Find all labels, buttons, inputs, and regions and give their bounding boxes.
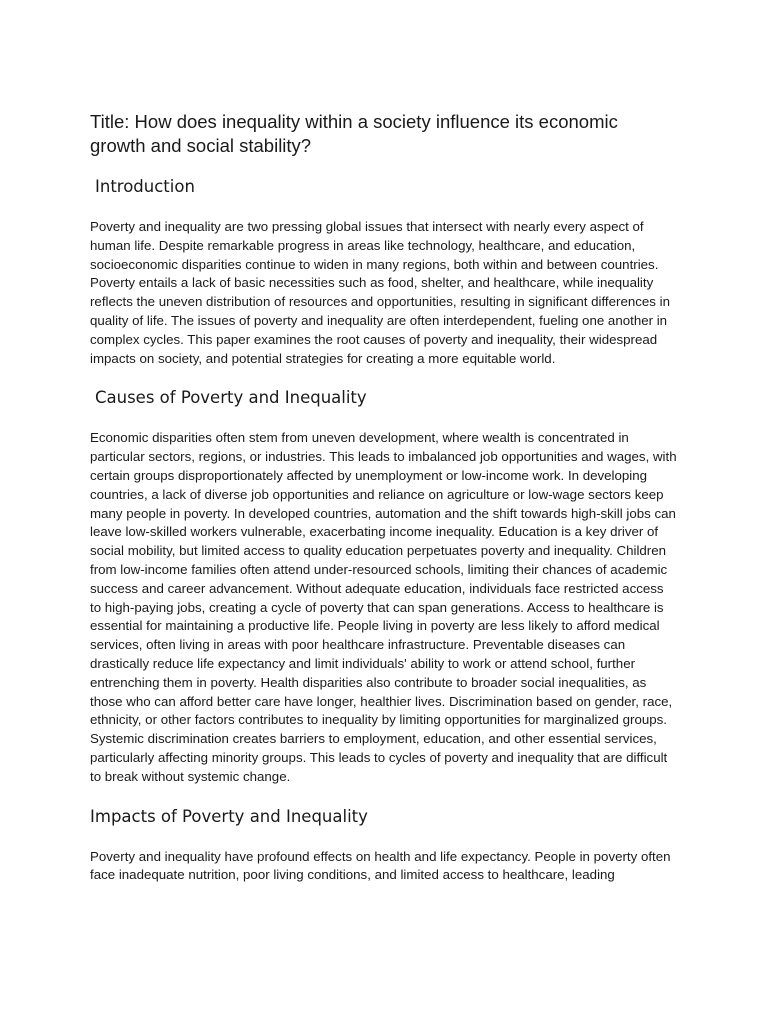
document-title: Title: How does inequality within a society influence its economic growth and social stability? <box>90 111 618 156</box>
document-body <box>90 110 678 886</box>
section-heading-causes: Causes of Poverty and Inequality <box>95 388 367 408</box>
section-heading-impacts: Impacts of Poverty and Inequality <box>90 806 368 826</box>
section-paragraph-introduction: Poverty and inequality are two pressing global issues that intersect with nearly every aspect of human life. Despite remarkable progress in areas like technology, healthcare, and education, socioeconomic disparities continue to widen in many regions, both within and between countries. Poverty entails a lack of basic necessities such as food, shelter, and healthcare, while inequality reflects the uneven distribution of resources and opportunities, resulting in significant differences in quality of life. The issues of poverty and inequality are often interdependent, fueling one another in complex cycles. This paper examines the root causes of poverty and inequality, their widespread impacts on society, and potential strategies for creating a more equitable world. <box>90 219 670 366</box>
section-paragraph-causes: Economic disparities often stem from uneven development, where wealth is concentrated in particular sectors, regions, or industries. This leads to imbalanced job opportunities and wages, with certain groups disproportionately affected by unemployment or low-income work. In developing countries, a lack of diverse job opportunities and reliance on agriculture or low-wage sectors keep many people in poverty. In developed countries, automation and the shift towards high-skill jobs can leave low-skilled workers vulnerable, exacerbating income inequality. Education is a key driver of social mobility, but limited access to quality education perpetuates poverty and inequality. Children from low-income families often attend under-resourced schools, limiting their chances of academic success and career advancement. Without adequate education, individuals face restricted access to high-paying jobs, creating a cycle of poverty that can span generations. Access to healthcare is essential for maintaining a productive life. People living in poverty are less likely to afford medical services, often living in areas with poor healthcare infrastructure. Preventable diseases can drastically reduce life expectancy and limit individuals' ability to work or attend school, further entrenching them in poverty. Health disparities also contribute to broader social inequalities, as those who can afford better care have longer, healthier lives. Discrimination based on gender, race, ethnicity, or other factors contributes to inequality by limiting opportunities for marginalized groups. Systemic discrimination creates barriers to employment, education, and other essential services, particularly affecting minority groups. This leads to cycles of poverty and inequality that are difficult to break without systemic change. <box>90 430 677 784</box>
section-heading-introduction: Introduction <box>95 177 195 196</box>
section-paragraph-impacts: Poverty and inequality have profound effects on health and life expectancy. People in poverty often face inadequate nutrition, poor living conditions, and limited access to healthcare, leading <box>90 848 671 883</box>
